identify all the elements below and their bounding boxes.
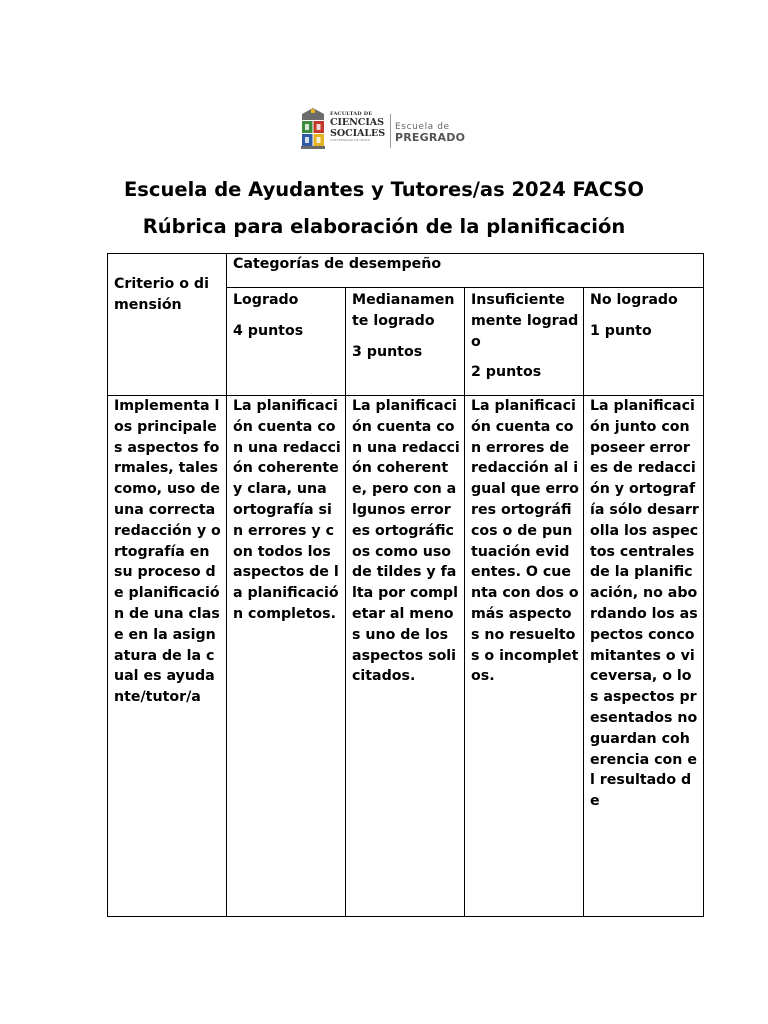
- faculty-small-text: FACULTAD DE: [330, 111, 373, 117]
- level-points: 3 puntos: [352, 343, 423, 360]
- faculty-logo: [300, 104, 470, 154]
- level-points: 2 puntos: [471, 364, 542, 381]
- level-name: Insuficientemente logrado: [471, 292, 579, 350]
- level-header-insuficientemente-logrado: [465, 288, 584, 396]
- university-text: UNIVERSIDAD DE CHILE: [330, 138, 370, 143]
- logo-divider: [390, 114, 391, 148]
- faculty-wordmark: [330, 112, 388, 142]
- document-title: Escuela de Ayudantes y Tutores/as 2024 FACSO: [123, 178, 645, 201]
- level-name: No logrado: [590, 292, 678, 308]
- document-subtitle: Rúbrica para elaboración de la planificación: [142, 215, 626, 238]
- level-name: Logrado: [233, 292, 299, 308]
- descriptor-medianamente-logrado: La planificación cuenta con una redacción coherente, pero con algunos errores ortográficos como uso de tildes y falta por completar al menos uno de los aspectos solicitados.: [346, 396, 465, 917]
- school-line: Escuela de: [395, 122, 450, 132]
- table-row: [108, 396, 704, 917]
- university-crest-icon: [300, 108, 326, 150]
- faculty-big-text-1: CIENCIAS: [330, 117, 384, 128]
- level-header-logrado: [227, 288, 346, 396]
- categorias-header: Categorías de desempeño: [227, 254, 704, 288]
- criterio-header: Criterio o dimensión: [108, 254, 227, 396]
- level-points: 4 puntos: [233, 322, 304, 339]
- level-name: Medianamente logrado: [352, 292, 455, 329]
- faculty-big-text-2: SOCIALES: [330, 127, 386, 139]
- descriptor-logrado: La planificación cuenta con una redacción coherente y clara, una ortografía sin errores y con todos los aspectos de la planificación completos.: [227, 396, 346, 917]
- school-big: PREGRADO: [395, 131, 466, 145]
- criterio-cell: Implementa los principales aspectos formales, tales como, uso de una correcta redacción y ortografía en su proceso de planificación de una clase en la asignatura de la cual es ayudante/tutor/a: [108, 396, 227, 917]
- table-header-row: [108, 254, 704, 288]
- rubric-table: [107, 253, 704, 917]
- level-points: 1 punto: [590, 322, 652, 339]
- level-header-medianamente-logrado: [346, 288, 465, 396]
- level-header-no-logrado: [584, 288, 704, 396]
- descriptor-no-logrado: La planificación junto con poseer errores de redacción y ortografía sólo desarrolla los aspectos centrales de la planificación, no abordando los aspectos concomitantes o viceversa, o los aspectos presentados no guardan coherencia con el resultado de: [584, 396, 704, 917]
- descriptor-insuficientemente-logrado: La planificación cuenta con errores de redacción al igual que errores ortográficos o de puntuación evidentes. O cuenta con dos o más aspectos no resueltos o incompletos.: [465, 396, 584, 917]
- school-wordmark: [395, 122, 465, 145]
